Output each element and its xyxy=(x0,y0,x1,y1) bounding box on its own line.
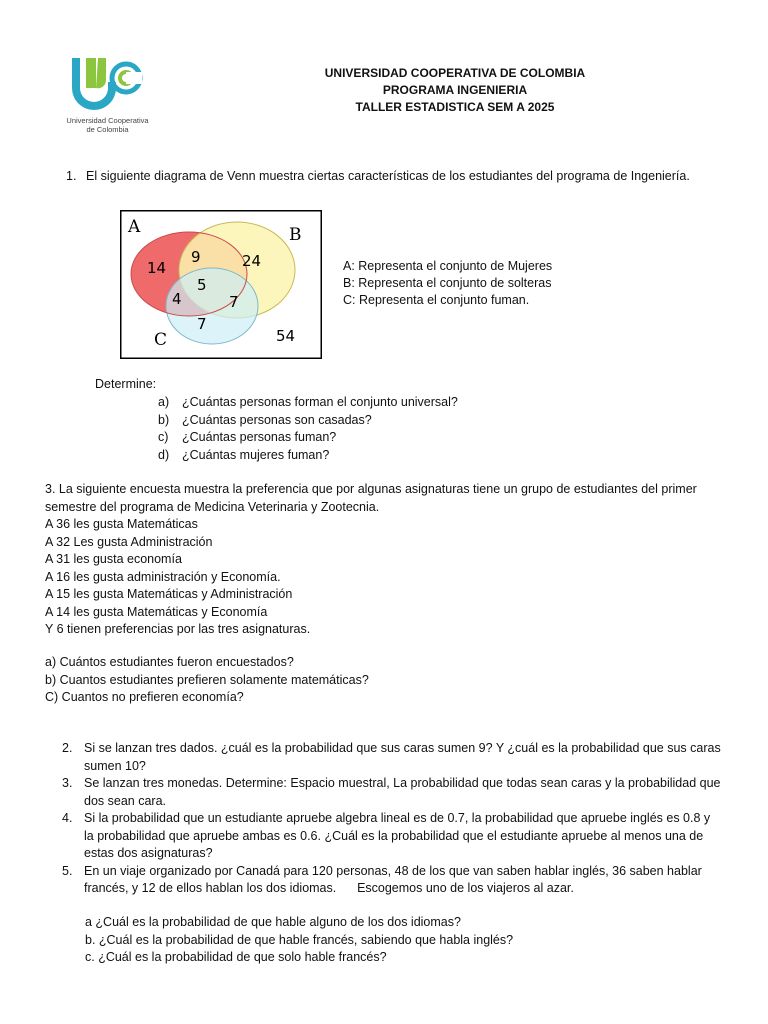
survey-line: A 31 les gusta economía xyxy=(45,552,182,566)
subquestion: b. ¿Cuál es la probabilidad de que hable francés, sabiendo que habla inglés? xyxy=(85,932,514,947)
question-text: semestre del programa de Medicina Veterinaria y Zootecnia. xyxy=(45,499,380,514)
survey-line: Y 6 tienen preferencias por las tres asignaturas. xyxy=(45,622,311,636)
problem-list xyxy=(62,740,722,898)
subquestion: b) Cuantos estudiantes prefieren solamente matemáticas? xyxy=(45,672,369,687)
value-only-c: 7 xyxy=(197,315,207,333)
university-name: UNIVERSIDAD COOPERATIVA DE COLOMBIA xyxy=(324,66,586,80)
question-text: El siguiente diagrama de Venn muestra ciertas características de los estudiantes del programa de Ingeniería. xyxy=(86,169,690,183)
determine-label: Determine: xyxy=(95,377,157,391)
survey-line: A 16 les gusta administración y Economía. xyxy=(45,569,281,584)
value-a-c: 4 xyxy=(172,290,182,308)
subquestion: C) Cuantos no prefieren economía? xyxy=(45,690,244,704)
value-b-c: 7 xyxy=(229,293,239,311)
problem-item: 2. Si se lanzan tres dados. ¿cuál es la probabilidad que sus caras sumen 9? Y ¿cuál es la probabilidad que sus caras sumen 10? xyxy=(62,741,721,773)
venn-legend xyxy=(343,258,552,309)
subquestion: d) ¿Cuántas mujeres fuman? xyxy=(158,447,330,462)
question-1-subquestions xyxy=(158,394,458,464)
value-only-a: 14 xyxy=(147,259,167,277)
venn-diagram xyxy=(120,210,322,359)
survey-line: A 32 Les gusta Administración xyxy=(45,534,213,549)
question-3-intro xyxy=(45,481,735,516)
legend-item: A: Representa el conjunto de Mujeres xyxy=(343,259,553,273)
subquestion: c) ¿Cuántas personas fuman? xyxy=(158,430,337,444)
survey-line: A 15 les gusta Matemáticas y Administración xyxy=(45,587,293,601)
survey-line: A 14 les gusta Matemáticas y Economía xyxy=(45,604,268,619)
question-text: 3. La siguiente encuesta muestra la preferencia que por algunas asignaturas tiene un grupo de estudiantes del primer xyxy=(45,482,697,496)
logo-caption-line: de Colombia xyxy=(86,125,129,134)
subquestion: c. ¿Cuál es la probabilidad de que solo hable francés? xyxy=(85,950,387,964)
logo-caption xyxy=(60,116,155,134)
question-1 xyxy=(66,169,756,183)
workshop-title: TALLER ESTADISTICA SEM A 2025 xyxy=(355,100,555,114)
problem-item: 5. En un viaje organizado por Canadá para 120 personas, 48 de los que van saben hablar inglés, 36 saben hablar francés, y 12 de ellos hablan los dos idiomas. Escogemos uno de los viajeros al azar. xyxy=(62,863,706,895)
label-b: B xyxy=(289,225,302,245)
question-number: 1. xyxy=(66,169,77,183)
problem-item: 3. Se lanzan tres monedas. Determine: Espacio muestral, La probabilidad que todas sean caras y la probabilidad que dos sean cara. xyxy=(62,776,721,808)
problem-item: 4. Si la probabilidad que un estudiante apruebe algebra lineal es de 0.7, la probabilidad que apruebe inglés es 0.8 y la probabilidad que apruebe ambas es 0.6. ¿Cuál es la probabilidad que el estudiante apruebe al menos una de estas dos asignaturas? xyxy=(62,811,711,860)
legend-item: C: Representa el conjunto fuman. xyxy=(343,293,530,307)
subquestion: a) Cuántos estudiantes fueron encuestados? xyxy=(45,655,294,669)
question-5-subquestions xyxy=(85,914,513,967)
survey-line: A 36 les gusta Matemáticas xyxy=(45,517,198,531)
subquestion: a) ¿Cuántas personas forman el conjunto universal? xyxy=(158,395,458,409)
label-c: C xyxy=(154,330,168,350)
value-a-b-c: 5 xyxy=(197,276,207,294)
survey-results xyxy=(45,516,310,639)
value-only-b: 24 xyxy=(242,252,262,270)
label-a: A xyxy=(128,217,141,237)
question-3-subquestions xyxy=(45,654,369,707)
subquestion: a ¿Cuál es la probabilidad de que hable alguno de los dos idiomas? xyxy=(85,915,461,929)
program-name: PROGRAMA INGENIERIA xyxy=(382,83,528,97)
logo-caption-line: Universidad Cooperativa xyxy=(66,116,149,125)
document-header xyxy=(300,65,610,116)
subquestion: b) ¿Cuántas personas son casadas? xyxy=(158,412,372,427)
value-a-b: 9 xyxy=(191,248,201,266)
legend-item: B: Representa el conjunto de solteras xyxy=(343,276,552,290)
value-outside: 54 xyxy=(276,327,296,345)
